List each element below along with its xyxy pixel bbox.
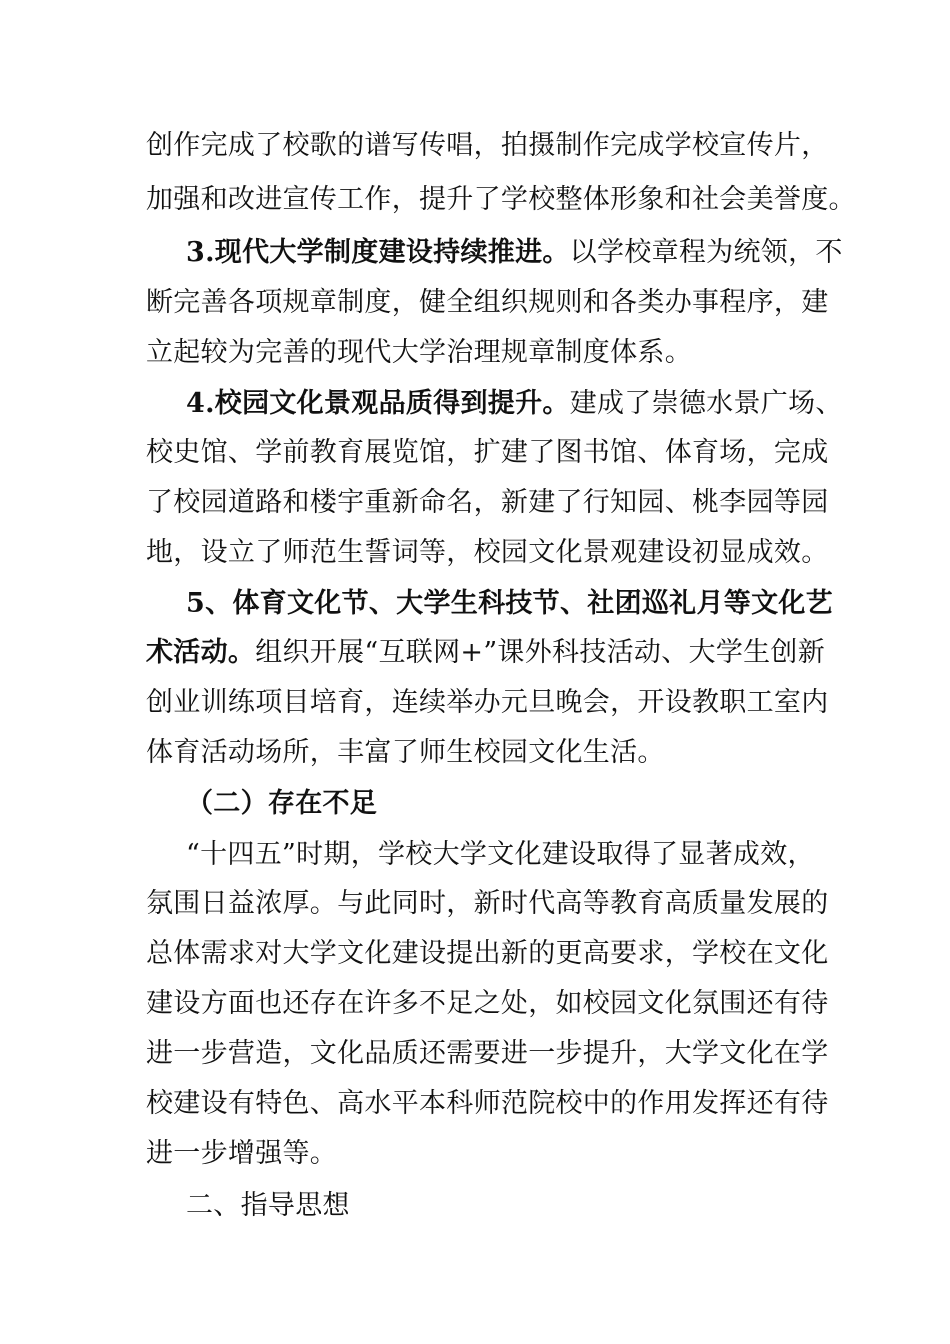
- paragraph-text: 以学校章程为统领，不: [569, 237, 843, 268]
- paragraph-line: 体育活动场所，丰富了师生校园文化生活。: [146, 737, 665, 768]
- paragraph-first-line: [186, 384, 843, 424]
- paragraph-line: 进一步增强等。: [146, 1138, 338, 1169]
- item-heading: 5、体育文化节、大学生科技节、社团巡礼月等文化艺: [186, 588, 833, 619]
- paragraph-line: 氛围日益浓厚。与此同时，新时代高等教育高质量发展的: [146, 888, 829, 919]
- paragraph-line: 创作完成了校歌的谱写传唱，拍摄制作完成学校宣传片，: [146, 130, 829, 161]
- section-title: （二）存在不足: [186, 788, 378, 819]
- chapter-title: 二、指导思想: [186, 1190, 350, 1221]
- paragraph-line: 校建设有特色、高水平本科师范院校中的作用发挥还有待: [146, 1088, 829, 1119]
- paragraph-line: 建设方面也还存在许多不足之处，如校园文化氛围还有待: [146, 988, 829, 1019]
- paragraph-line: 断完善各项规章制度，健全组织规则和各类办事程序，建: [146, 287, 829, 318]
- paragraph-line: 立起较为完善的现代大学治理规章制度体系。: [146, 337, 692, 368]
- paragraph-line: 总体需求对大学文化建设提出新的更高要求，学校在文化: [146, 938, 829, 969]
- paragraph-first-line: “十四五”时期，学校大学文化建设取得了显著成效，: [186, 839, 815, 870]
- paragraph-line: 创业训练项目培育，连续举办元旦晚会，开设教职工室内: [146, 687, 829, 718]
- item-heading: 4.校园文化景观品质得到提升。: [186, 388, 570, 419]
- item-heading: 3.现代大学制度建设持续推进。: [186, 237, 570, 268]
- paragraph-text: 建成了崇德水景广场、: [569, 388, 843, 419]
- paragraph-line: 校史馆、学前教育展览馆，扩建了图书馆、体育场，完成: [146, 437, 829, 468]
- item-heading: 术活动。: [146, 637, 256, 668]
- paragraph-line: 加强和改进宣传工作，提升了学校整体形象和社会美誉度。: [146, 184, 856, 215]
- paragraph-line: 了校园道路和楼宇重新命名，新建了行知园、桃李园等园: [146, 487, 829, 518]
- paragraph-line: 地，设立了师范生誓词等，校园文化景观建设初显成效。: [146, 537, 829, 568]
- paragraph-text: 组织开展“互联网+”课外科技活动、大学生创新: [255, 637, 826, 668]
- paragraph-line: [146, 633, 826, 673]
- paragraph-first-line: [186, 233, 843, 273]
- paragraph-line: 进一步营造，文化品质还需要进一步提升，大学文化在学: [146, 1038, 829, 1069]
